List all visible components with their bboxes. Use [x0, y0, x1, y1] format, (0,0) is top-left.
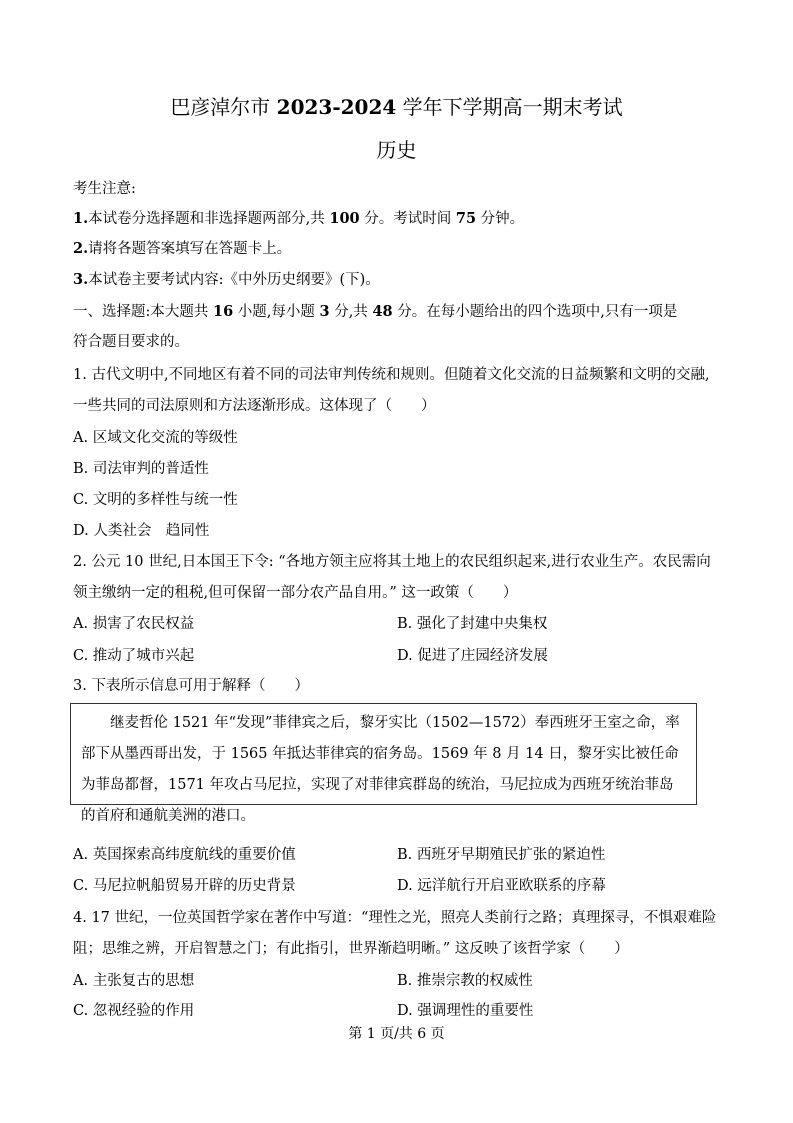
question-1-stem: 1. 古代文明中,不同地区有着不同的司法审判传统和规则。但随着文化交流的日益频繁和文明的交融,一些共同的司法原则和方法逐渐形成。这体现了（ ）	[73, 367, 710, 414]
notice-item-2: 2.请将各题答案填写在答题卡上。	[73, 240, 292, 257]
question-3-option-b[interactable]: B. 西班牙早期殖民扩张的紧迫性	[397, 847, 606, 863]
question-4-stem: 4. 17 世纪，一位英国哲学家在著作中写道：“理性之光，照亮人类前行之路；真理探寻，不惧艰难险阻；思维之辨，开启智慧之门；有此指引，世界渐趋明晰。” 这反映了该哲学家（ ）	[73, 910, 717, 957]
title-suffix: 学年下学期高一期末考试	[396, 95, 623, 119]
section-intro-line2: 符合题目要求的。	[73, 334, 189, 350]
exam-title	[0, 92, 793, 122]
notice-item-1: 1.本试卷分选择题和非选择题两部分,共 100 分。考试时间 75 分钟。	[73, 210, 525, 227]
question-4-option-b[interactable]: B. 推崇宗教的权威性	[397, 973, 533, 989]
question-4-option-c[interactable]: C. 忽视经验的作用	[73, 1003, 195, 1019]
question-2-stem: 2. 公元 10 世纪,日本国王下令: “各地方领主应将其土地上的农民组织起来,进行农业生产。农民需向领主缴纳一定的租税,但可保留一部分农产品自用。” 这一政策（ ）	[73, 554, 711, 601]
question-1-option-a[interactable]: A. 区域文化交流的等级性	[73, 430, 238, 446]
question-3-material-box	[70, 703, 697, 824]
question-3-option-a[interactable]: A. 英国探索高纬度航线的重要价值	[73, 847, 296, 863]
question-3-option-c[interactable]: C. 马尼拉帆船贸易开辟的历史背景	[73, 878, 296, 894]
question-2-option-b[interactable]: B. 强化了封建中央集权	[397, 616, 548, 632]
exam-subject: 历史	[376, 138, 417, 162]
question-3-material-text: 继麦哲伦 1521 年“发现”菲律宾之后，黎牙实比（1502—1572）奉西班牙王室之命，率部下从墨西哥出发，于 1565 年抵达菲律宾的宿务岛。1569 年 8 月 14 日，黎牙实比被任命为菲岛都督，1571 年攻占马尼拉，实现了对菲律宾群岛的统治，马尼拉成为西班牙统治菲岛的首府和通航美洲的港口。	[81, 715, 680, 824]
question-2-option-a[interactable]: A. 损害了农民权益	[73, 616, 195, 632]
question-3-option-d[interactable]: D. 远洋航行开启亚欧联系的序幕	[397, 878, 606, 894]
section-intro: 一、选择题:本大题共 16 小题,每小题 3 分,共 48 分。在每小题给出的四个选项中,只有一项是	[73, 303, 678, 320]
title-year: 2023-2024	[276, 95, 397, 119]
page-footer: 第 1 页/共 6 页	[348, 1026, 445, 1042]
question-4-option-a[interactable]: A. 主张复古的思想	[73, 973, 195, 989]
notice-item-3: 3.本试卷主要考试内容:《中外历史纲要》(下)。	[73, 271, 380, 288]
question-1-option-d[interactable]: D. 人类社会 趋同性	[73, 523, 210, 539]
question-1-option-c[interactable]: C. 文明的多样性与统一性	[73, 492, 238, 508]
question-1-option-b[interactable]: B. 司法审判的普适性	[73, 461, 209, 477]
question-2-option-d[interactable]: D. 促进了庄园经济发展	[397, 648, 548, 664]
notice-heading: 考生注意:	[73, 181, 136, 197]
question-4-option-d[interactable]: D. 强调理性的重要性	[397, 1003, 534, 1019]
question-3-stem: 3. 下表所示信息可用于解释（ ）	[73, 678, 309, 694]
question-2-option-c[interactable]: C. 推动了城市兴起	[73, 648, 195, 664]
title-prefix: 巴彦淖尔市	[170, 95, 277, 119]
